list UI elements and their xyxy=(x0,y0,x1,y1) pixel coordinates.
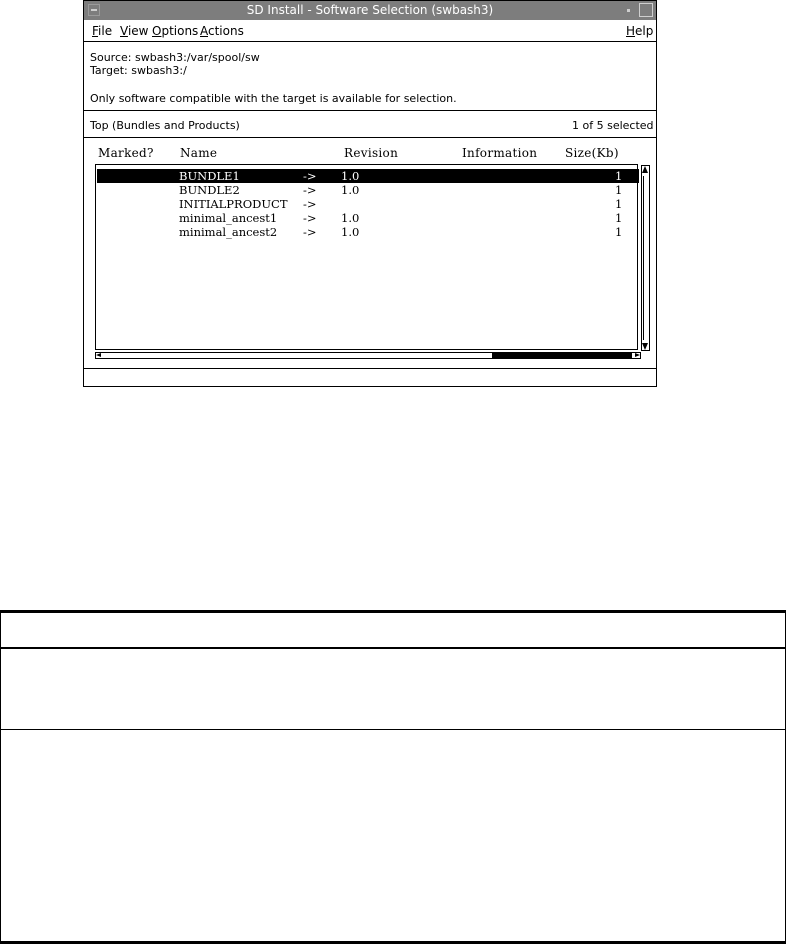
menu-bar xyxy=(84,20,656,42)
table-row-rule xyxy=(1,729,785,730)
compatibility-note: Only software compatible with the target is available for selection. xyxy=(90,92,457,105)
divider xyxy=(84,110,656,111)
list-item[interactable] xyxy=(97,211,639,225)
selection-count: 1 of 5 selected xyxy=(572,119,654,132)
column-header-size[interactable]: Size(Kb) xyxy=(565,146,619,160)
scroll-down-icon[interactable] xyxy=(642,343,648,350)
status-divider xyxy=(84,368,656,369)
menu-view[interactable]: View xyxy=(120,24,149,38)
list-level-label: Top (Bundles and Products) xyxy=(90,119,240,132)
size-cell: 1 xyxy=(615,183,623,197)
arrow-cell: -> xyxy=(303,183,317,197)
arrow-cell: -> xyxy=(303,211,317,225)
horizontal-scrollbar[interactable] xyxy=(95,352,641,359)
horizontal-scroll-thumb[interactable] xyxy=(104,353,492,358)
horizontal-scroll-track[interactable] xyxy=(492,353,632,358)
revision-cell: 1.0 xyxy=(341,183,360,197)
minimize-icon[interactable] xyxy=(623,4,635,16)
name-cell: BUNDLE2 xyxy=(179,183,240,197)
window-title: SD Install - Software Selection (swbash3) xyxy=(246,3,494,17)
table-header-rule xyxy=(1,647,785,649)
vertical-scrollbar[interactable] xyxy=(641,165,650,351)
name-cell: minimal_ancest2 xyxy=(179,225,278,239)
menu-actions[interactable]: Actions xyxy=(200,24,244,38)
revision-cell: 1.0 xyxy=(341,169,360,183)
revision-cell: 1.0 xyxy=(341,225,360,239)
column-header-revision[interactable]: Revision xyxy=(344,146,399,160)
source-label: Source: swbash3:/var/spool/sw xyxy=(90,51,260,64)
name-cell: BUNDLE1 xyxy=(179,169,240,183)
column-header-marked[interactable]: Marked? xyxy=(98,146,154,160)
revision-cell: 1.0 xyxy=(341,211,360,225)
menu-file[interactable]: File xyxy=(92,24,113,38)
vertical-scroll-thumb[interactable] xyxy=(643,176,649,340)
size-cell: 1 xyxy=(615,197,623,211)
size-cell: 1 xyxy=(615,225,623,239)
size-cell: 1 xyxy=(615,211,623,225)
arrow-cell: -> xyxy=(303,197,317,211)
scroll-up-icon[interactable] xyxy=(642,166,648,173)
name-cell: INITIALPRODUCT xyxy=(179,197,288,211)
column-header-information[interactable]: Information xyxy=(462,146,538,160)
list-item[interactable] xyxy=(97,197,639,211)
list-item[interactable] xyxy=(97,169,639,183)
empty-document-table xyxy=(0,610,786,944)
scroll-left-icon[interactable] xyxy=(96,353,101,357)
maximize-icon[interactable] xyxy=(639,3,653,17)
menu-options[interactable]: Options xyxy=(152,24,199,38)
arrow-cell: -> xyxy=(303,225,317,239)
scroll-right-icon[interactable] xyxy=(635,353,640,357)
software-list[interactable] xyxy=(95,164,638,350)
menu-help[interactable]: Help xyxy=(626,24,654,38)
size-cell: 1 xyxy=(615,169,623,183)
target-label: Target: swbash3:/ xyxy=(90,64,187,77)
list-item[interactable] xyxy=(97,225,639,239)
list-item[interactable] xyxy=(97,183,639,197)
name-cell: minimal_ancest1 xyxy=(179,211,278,225)
arrow-cell: -> xyxy=(303,169,317,183)
column-header-name[interactable]: Name xyxy=(180,146,218,160)
divider xyxy=(84,137,656,138)
title-bar[interactable] xyxy=(84,1,656,20)
sd-install-window xyxy=(83,0,657,387)
